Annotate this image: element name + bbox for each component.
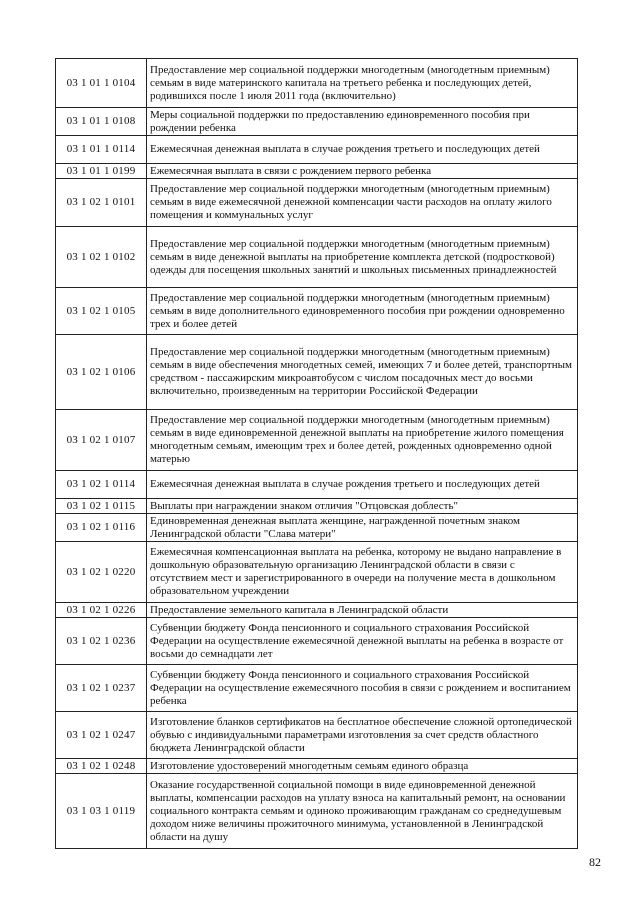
table-row — [56, 514, 578, 542]
row-code: 03 1 01 1 0108 — [56, 108, 147, 136]
budget-code-table — [55, 58, 578, 849]
table-row — [56, 410, 578, 471]
row-code: 03 1 02 1 0101 — [56, 179, 147, 227]
row-description: Субвенции бюджету Фонда пенсионного и социального страхования Российской Федерации на осуществление ежемесячной денежной выплаты на ребенка в возрасте от восьми до семнадцати лет — [147, 618, 578, 665]
row-code: 03 1 02 1 0105 — [56, 288, 147, 335]
row-code: 03 1 02 1 0107 — [56, 410, 147, 471]
row-code: 03 1 01 1 0114 — [56, 136, 147, 164]
page-number: 82 — [589, 855, 601, 869]
row-description: Меры социальной поддержки по предоставлению единовременного пособия при рождении ребенка — [147, 108, 578, 136]
row-code: 03 1 03 1 0119 — [56, 774, 147, 849]
table-row — [56, 542, 578, 603]
table-row — [56, 618, 578, 665]
row-description: Предоставление мер социальной поддержки многодетным (многодетным приемным) семьям в виде материнского капитала на третьего ребенка и последующих детей, родившихся после 1 июля 2011 года (включительно) — [147, 59, 578, 108]
row-code: 03 1 01 1 0199 — [56, 164, 147, 179]
table-row — [56, 712, 578, 759]
table-row — [56, 136, 578, 164]
row-description: Оказание государственной социальной помощи в виде единовременной денежной выплаты, компенсации расходов на уплату взноса на капитальный ремонт, на основании социального контракта семьям и одиноко проживающим гражданам со среднедушевым доходом ниже величины прожиточного минимума, установленной в Ленинградской области на душу — [147, 774, 578, 849]
row-description: Ежемесячная денежная выплата в случае рождения третьего и последующих детей — [147, 136, 578, 164]
row-description: Выплаты при награждении знаком отличия "Отцовская доблесть" — [147, 499, 578, 514]
row-code: 03 1 02 1 0106 — [56, 335, 147, 410]
row-code: 03 1 02 1 0116 — [56, 514, 147, 542]
row-code: 03 1 02 1 0247 — [56, 712, 147, 759]
row-description: Предоставление мер социальной поддержки многодетным (многодетным приемным) семьям в виде ежемесячной денежной компенсации части расходов на оплату жилого помещения и коммунальных услуг — [147, 179, 578, 227]
table-row — [56, 108, 578, 136]
row-description: Субвенции бюджету Фонда пенсионного и социального страхования Российской Федерации на осуществление ежемесячного пособия в связи с рождением и воспитанием ребенка — [147, 665, 578, 712]
row-code: 03 1 02 1 0115 — [56, 499, 147, 514]
table-row — [56, 227, 578, 288]
row-code: 03 1 02 1 0114 — [56, 471, 147, 499]
row-description: Предоставление мер социальной поддержки многодетным (многодетным приемным) семьям в виде единовременной денежной выплаты на приобретение жилого помещения многодетным семьям, имеющим трех и более детей, рожденных одновременно одной матерью — [147, 410, 578, 471]
table-row — [56, 179, 578, 227]
table-row — [56, 774, 578, 849]
row-description: Предоставление мер социальной поддержки многодетным (многодетным приемным) семьям в виде денежной выплаты на приобретение комплекта детской (подростковой) одежды для посещения школьных занятий и школьных письменных принадлежностей — [147, 227, 578, 288]
row-description: Предоставление мер социальной поддержки многодетным (многодетным приемным) семьям в виде обеспечения многодетных семей, имеющих 7 и более детей, транспортным средством - пассажирским микроавтобусом с числом посадочных мест до восьми включительно, произведенным на территории Российской Федерации — [147, 335, 578, 410]
row-description: Предоставление мер социальной поддержки многодетным (многодетным приемным) семьям в виде дополнительного единовременного пособия при рождении одновременно трех и более детей — [147, 288, 578, 335]
table-row — [56, 603, 578, 618]
row-code: 03 1 02 1 0220 — [56, 542, 147, 603]
row-code: 03 1 02 1 0237 — [56, 665, 147, 712]
table-row — [56, 335, 578, 410]
row-code: 03 1 01 1 0104 — [56, 59, 147, 108]
row-description: Ежемесячная денежная выплата в случае рождения третьего и последующих детей — [147, 471, 578, 499]
row-code: 03 1 02 1 0102 — [56, 227, 147, 288]
table-row — [56, 164, 578, 179]
row-description: Ежемесячная выплата в связи с рождением первого ребенка — [147, 164, 578, 179]
table-row — [56, 471, 578, 499]
row-code: 03 1 02 1 0226 — [56, 603, 147, 618]
row-description: Единовременная денежная выплата женщине, награжденной почетным знаком Ленинградской области "Слава матери" — [147, 514, 578, 542]
table-row — [56, 759, 578, 774]
row-description: Ежемесячная компенсационная выплата на ребенка, которому не выдано направление в дошкольную образовательную организацию Ленинградской области в связи с отсутствием мест и зарегистрированного в очереди на получение места в дошкольном образовательном учреждении — [147, 542, 578, 603]
row-description: Изготовление бланков сертификатов на бесплатное обеспечение сложной ортопедической обувью с индивидуальными параметрами изготовления за счет средств областного бюджета Ленинградской области — [147, 712, 578, 759]
row-description: Изготовление удостоверений многодетным семьям единого образца — [147, 759, 578, 774]
table-row — [56, 499, 578, 514]
table-row — [56, 665, 578, 712]
row-code: 03 1 02 1 0248 — [56, 759, 147, 774]
row-code: 03 1 02 1 0236 — [56, 618, 147, 665]
table-row — [56, 288, 578, 335]
row-description: Предоставление земельного капитала в Ленинградской области — [147, 603, 578, 618]
table-row — [56, 59, 578, 108]
